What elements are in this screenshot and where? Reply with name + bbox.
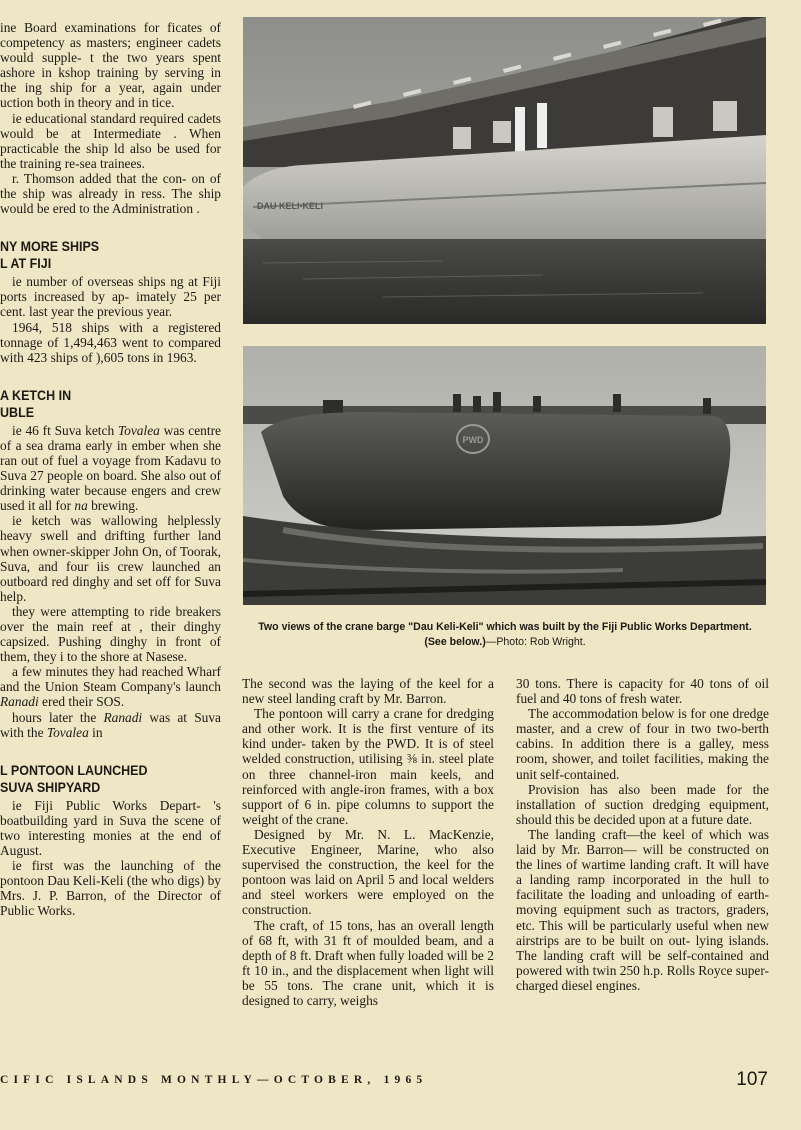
paragraph: Designed by Mr. N. L. MacKenzie, Executive Engineer, Marine, who also supervised the construction, the keel for the pontoon was laid on April 5 and local welders and steel workers were employed on the construction. [242,826,494,918]
paragraph: 1964, 518 ships with a registered tonnage of 1,494,463 went to compared with 423 ships of ),605 tons in 1963. [0,319,221,365]
paragraph: The accommodation below is for one dredge master, and a crew of four in two two-berth cabins. In addition there is a galley, mess room, shower, and toilet facilities, making the unit self-contained. [516,706,769,782]
article-column-1 [0,20,221,919]
paragraph: The pontoon will carry a crane for dredging and other work. It is the first venture of its kind under- taken by the PWD. It is of steel welded construction, utilising ⅜ in. steel plate on three channel-iron main keels, and reinforced with angle-iron frames, with a box support of 6 in. pipe columns to support the weight of the crane. [242,706,494,827]
pwd-logo-text: PWD [462,435,484,445]
hull-lettering: DAU KELI-KELI [257,201,323,211]
photo-credit: —Photo: Rob Wright. [485,636,586,648]
photo-barge-shed [243,17,766,324]
article-column-3 [516,676,769,993]
paragraph: 30 tons. There is capacity for 40 tons of oil fuel and 40 tons of fresh water. [516,676,769,707]
masthead: CIFIC ISLANDS MONTHLY—OCTOBER, 1965 [0,1074,428,1086]
paragraph: ie Fiji Public Works Depart- 's boatbuilding yard in Suva the scene of two interesting monies at the end of August. [0,797,221,859]
photo-barge-shed-image [243,17,766,324]
page-number: 107 [736,1069,768,1090]
paragraph: ie number of overseas ships ng at Fiji ports increased by ap- imately 25 per cent. last year the previous year. [0,274,221,320]
heading-pontoon: L PONTOON LAUNCHED SUVA SHIPYARD [0,762,148,795]
paragraph: Provision has also been made for the installation of suction dredging equipment, should this be decided upon at a future date. [516,781,769,827]
paragraph: The landing craft—the keel of which was laid by Mr. Barron— will be constructed on the lines of wartime landing craft. It will have a landing ramp incorporated in the hull to facilitate the loading and unloading of earth-moving equipment such as tractors, graders, etc. This will be particularly useful when new airstrips are to be built on out- lying islands. The landing craft will be self-contained and powered with twin 250 h.p. Rolls Royce super- charged diesel engines. [516,826,770,993]
heading-more-ships: NY MORE SHIPS L AT FIJI [0,239,100,272]
page-footer [0,1069,801,1093]
paragraph: ie ketch was wallowing helplessly heavy swell and drifting further land when owner-skipper John On, of Toorak, Suva, and four iis crew launched an outboard red dinghy and set off for Suva help. [0,513,221,604]
paragraph: they were attempting to ride breakers over the main reef at , their dinghy capsized. Pushing dinghy in front of them, they i to the shore at Nasese. [0,603,221,665]
paragraph: a few minutes they had reached Wharf and the Union Steam Company's launch Ranadi ered their SOS. [0,664,221,710]
paragraph: hours later the Ranadi was at Suva with the Tovalea in [0,709,221,740]
heading-ketch: A KETCH IN UBLE [0,387,72,420]
article-column-2 [242,676,494,1008]
paragraph: r. Thomson added that the con- on of the ship was already in ress. The ship would be ered to the Administration . [0,170,221,217]
caption-text: Two views of the crane barge "Dau Keli-Keli" which was built by the Fiji Public Works Department. (See below.) [258,621,752,648]
paragraph: The second was the laying of the keel for a new steel landing craft by Mr. Barron. [242,676,494,707]
paragraph: ie 46 ft Suva ketch Tovalea was centre of a sea drama early in ember when she ran out of fuel a voyage from Kadavu to Suva 27 people on board. She also out of drinking water because engers and crew used it all for na brewing. [0,422,221,514]
paragraph: ine Board examinations for ficates of competency as masters; engineer cadets would supple- t the two years spent ashore in kshop training by serving in the ing ship for a year, again under uction both in theory and in tice. [0,20,221,111]
paragraph: ie educational standard required cadets would be at Intermediate . When practicable the ship ld also be used for the training re-sea trainees. [0,110,221,171]
paragraph: ie first was the launching of the pontoon Dau Keli-Keli (the who digs) by Mrs. J. P. Barron, of the Director of Public Works. [0,858,221,919]
photo-caption [250,620,760,650]
paragraph: The craft, of 15 tons, has an overall length of 68 ft, with 31 ft of moulded beam, and a depth of 8 ft. Draft when fully loaded will be 2 ft 10 in., and the displacement when light will be 55 tons. The crane unit, which it is designed to carry, weighs [242,917,494,1008]
photo-barge-launch-image [243,346,766,605]
photo-barge-launch [243,346,766,605]
